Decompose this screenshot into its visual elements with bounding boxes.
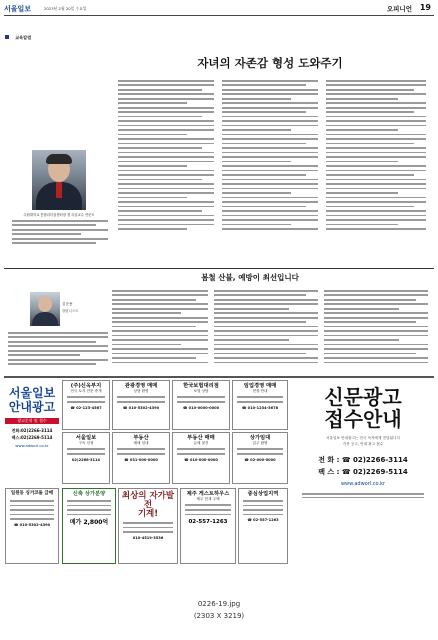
newspaper-ad-phone: 전 화 : ☎ 02)2266-3114: [318, 456, 408, 464]
ad-title-line1: 서울일보: [8, 386, 56, 400]
newspaper-ad-web[interactable]: www.adworl.co.kr: [340, 481, 386, 487]
section-name: 오피니언: [386, 5, 412, 13]
ad-box: 관광경영 매매 상담 환영 ☎ 010-5302-4390: [112, 380, 170, 430]
ad-web[interactable]: www.adworl.co.kr: [15, 442, 49, 448]
newspaper-ad-title1: 신문광고: [324, 385, 402, 409]
ad-box-bottom: 제주 게스트하우스 제주 현재 주택 02-557-1263: [180, 488, 236, 564]
page-number: 19: [419, 3, 431, 12]
ad-box-bottom: 일원동 싱거코돌 급매 ☎ 010-5302-4390: [5, 488, 59, 564]
column1-body-2: [222, 80, 318, 250]
issue-date: 2023년 2월 20일 수요일: [44, 6, 87, 11]
ad-box-bottom: 중심상업지역 ☎ 02-557-1263: [238, 488, 288, 564]
ad-box: 부동산 매매 급매 물건 ☎ 010-000-0000: [172, 432, 230, 484]
column2-author-name: 김준용: [62, 302, 73, 306]
ad-box: 서울일보 구독 신청 02)2266-3114: [62, 432, 110, 484]
newspaper-ad-title2: 접수안내: [324, 407, 402, 431]
ad-box: 임업경영 매매 현장 안내 ☎ 010-1234-5678: [232, 380, 288, 430]
image-dimensions: (2303 X 3219): [193, 612, 245, 620]
image-file-id: 0226-19.jpg: [197, 600, 241, 608]
ad-box: 한국보험대리점 보험 상담 ☎ 010-0000-0000: [172, 380, 230, 430]
ad-box: 부동산 매매 임대 ☎ 031-000-0000: [112, 432, 170, 484]
newspaper-ad-block: [294, 380, 432, 564]
ad-section-divider: [4, 376, 434, 378]
column-tag: [5, 24, 31, 43]
newspaper-ad-fax: 팩 스 : ☎ 02)2269-5114: [318, 468, 408, 476]
ad-box: 상가임대 입주 환영 ☎ 02-000-0000: [232, 432, 288, 484]
column2-body-1: [8, 332, 108, 372]
ad-phone: 전화:02)2266-3114: [11, 427, 53, 433]
paper-logo: 서울일보: [4, 4, 32, 13]
column2-author-photo: [30, 292, 60, 326]
column1-headline: 자녀의 자존감 형성 도와주기: [197, 56, 343, 70]
author-bio-lines: [12, 220, 108, 262]
author-photo: [32, 150, 86, 210]
column2-headline: 봄철 산불, 예방이 최선입니다: [201, 273, 299, 282]
section-divider: [4, 268, 434, 269]
column2-author-sub: 칼럼니스트: [62, 309, 79, 313]
author-caption: 수원대학교 통합리더십센터장 겸 특임교수 안문도: [23, 213, 95, 217]
column-tag-label: 교육칼럼: [15, 35, 32, 40]
ad-box-bottom: 최상의 자가발전 기계! 010-4519-3536: [118, 488, 178, 564]
masthead: [4, 3, 434, 16]
ad-box-bottom: 신축 상가분양 매가 2,800억: [62, 488, 116, 564]
ad-apply-label: 광고문의 및 접수: [5, 418, 59, 424]
ad-title-line2: 안내광고: [8, 400, 56, 414]
ad-box: (주)신옥부지 전국 토지 전문 중개 ☎ 02-123-4567: [62, 380, 110, 430]
newspaper-ad-info2: 각종 공고, 안내 광고 접수: [342, 442, 384, 446]
column1-body-1: [118, 80, 214, 250]
column1-body-3: [326, 80, 426, 250]
newspaper-ad-info: 서울일보 안내광고는 전국 독자에게 전달됩니다: [326, 436, 400, 440]
column2-body-2: [112, 290, 208, 372]
ad-fax: 팩스:02)2269-5114: [11, 434, 53, 440]
column2-body-3: [214, 290, 318, 372]
column2-body-4: [324, 290, 428, 372]
ad-title-block: [5, 386, 59, 448]
